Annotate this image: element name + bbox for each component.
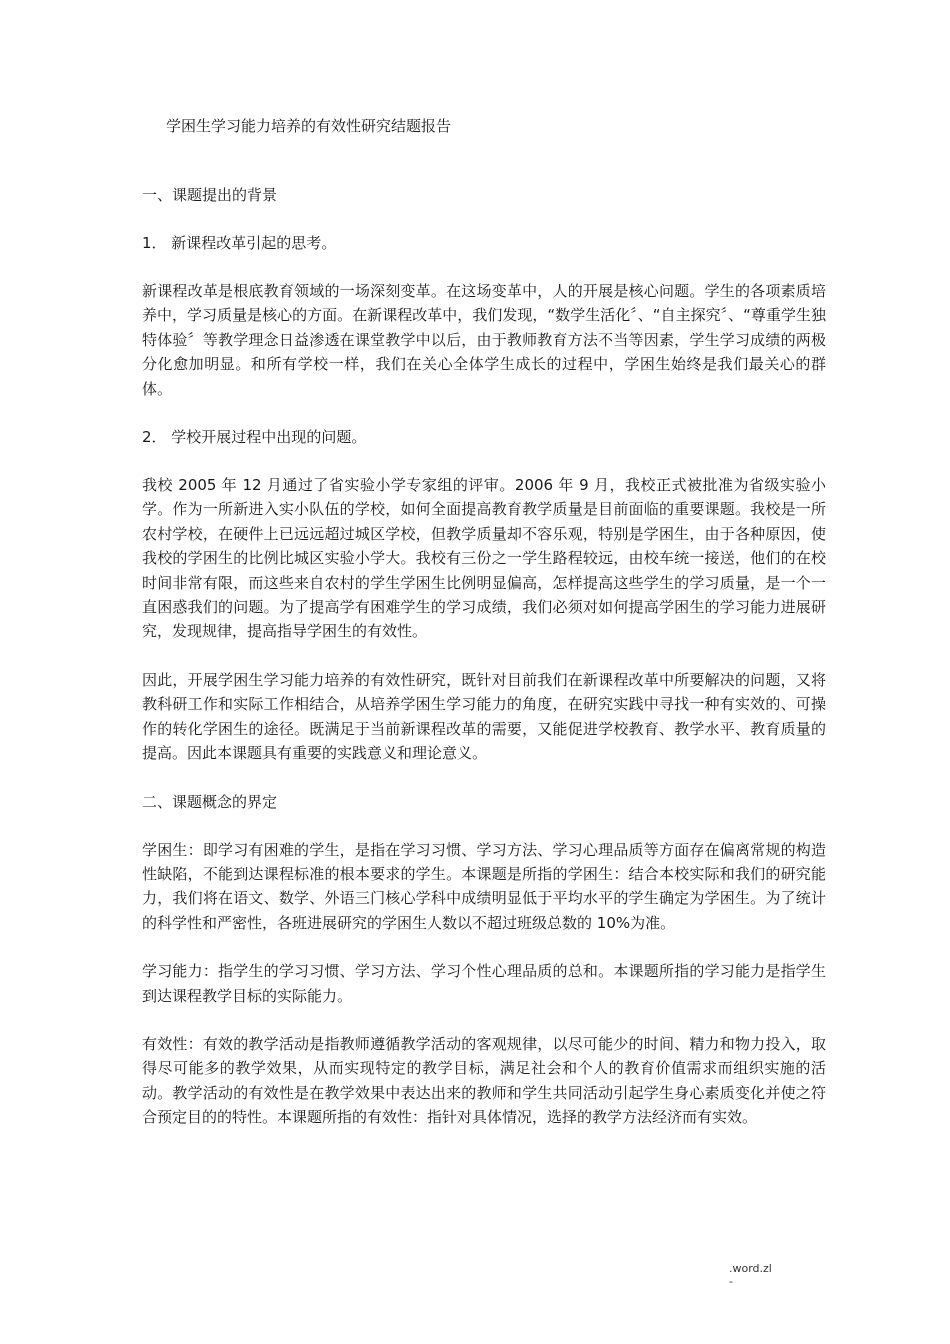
- paragraph-definition-effectiveness: 有效性：有效的教学活动是指教师遵循教学活动的客观规律，以尽可能少的时间、精力和物力投入，取得尽可能多的教学效果，从而实现特定的教学目标，满足社会和个人的教育价值需求而组织实施的活动。教学活动的有效性是在教学效果中表达出来的教师和学生共同活动引起学生身心素质变化并使之符合预定目的的特性。本课题所指的有效性：指针对具体情况，选择的教学方法经济而有实效。: [142, 1034, 826, 1127]
- paragraph-conclusion: 因此，开展学困生学习能力培养的有效性研究，既针对目前我们在新课程改革中所要解决的问题，又将教科研工作和实际工作相结合，从培养学困生学习能力的角度，在研究实践中寻找一种有实效的、可操作的转化学困生的途径。既满足于当前新课程改革的需要，又能促进学校教育、教学水平、教育质量的提高。因此本课题具有重要的实践意义和理论意义。: [142, 670, 826, 763]
- section-heading-definitions: 二、课题概念的界定: [142, 792, 278, 811]
- paragraph-curriculum: 新课程改革是根底教育领域的一场深刻变革。在这场变革中，人的开展是核心问题。学生的各项素质培养中，学习质量是核心的方面。在新课程改革中，我们发现，“数学生活化〞、“自主探究〞、“尊重学生独特体验〞等教学理念日益渗透在课堂教学中以后，由于教师教育方法不当等因素，学生学习成绩的两极分化愈加明显。和所有学校一样，我们在关心全体学生成长的过程中，学困生始终是我们最关心的群体。: [142, 282, 826, 398]
- paragraph-school-problems: 我校 2005 年 12 月通过了省实验小学专家组的评审。2006 年 9 月，我校正式被批准为省级实验小学。作为一所新进入实小队伍的学校，如何全面提高教育教学质量是目前面临的重要课题。我校是一所农村学校，在硬件上已远远超过城区学校，但教学质量却不容乐观，特别是学困生，由于各种原因，使我校的学困生的比例比城区实验小学大。我校有三份之一学生路程较远，由校车统一接送，他们的在校时间非常有限，而这些来自农村的学生学困生比例明显偏高，怎样提高这些学生的学习质量，是一个一直困惑我们的问题。为了提高学有困难学生的学习成绩，我们必须对如何提高学困生的学习能力进展研究，发现规律，提高指导学困生的有效性。: [142, 476, 826, 641]
- document-title: 学困生学习能力培养的有效性研究结题报告: [166, 117, 452, 135]
- section-heading-background: 一、课题提出的背景: [142, 186, 278, 204]
- subsection-heading-school-problems: 2． 学校开展过程中出现的问题。: [142, 428, 367, 447]
- footer-mark: .word.zl: [729, 1262, 772, 1275]
- subsection-heading-curriculum: 1． 新课程改革引起的思考。: [142, 234, 337, 252]
- footer-dash: -: [729, 1275, 733, 1288]
- paragraph-definition-learning-ability: 学习能力：指学生的学习习惯、学习方法、学习个性心理品质的总和。本课题所指的学习能力是指学生到达课程教学目标的实际能力。: [142, 962, 826, 1005]
- paragraph-definition-struggling-students: 学困生：即学习有困难的学生，是指在学习习惯、学习方法、学习心理品质等方面存在偏离常规的构造性缺陷，不能到达课程标准的根本要求的学生。本课题是所指的学困生：结合本校实际和我们的研究能力，我们将在语文、数学、外语三门核心学科中成绩明显低于平均水平的学生确定为学困生。为了统计的科学性和严密性，各班进展研究的学困生人数以不超过班级总数的 10%为准。: [142, 840, 826, 932]
- document-body: [142, 183, 826, 1130]
